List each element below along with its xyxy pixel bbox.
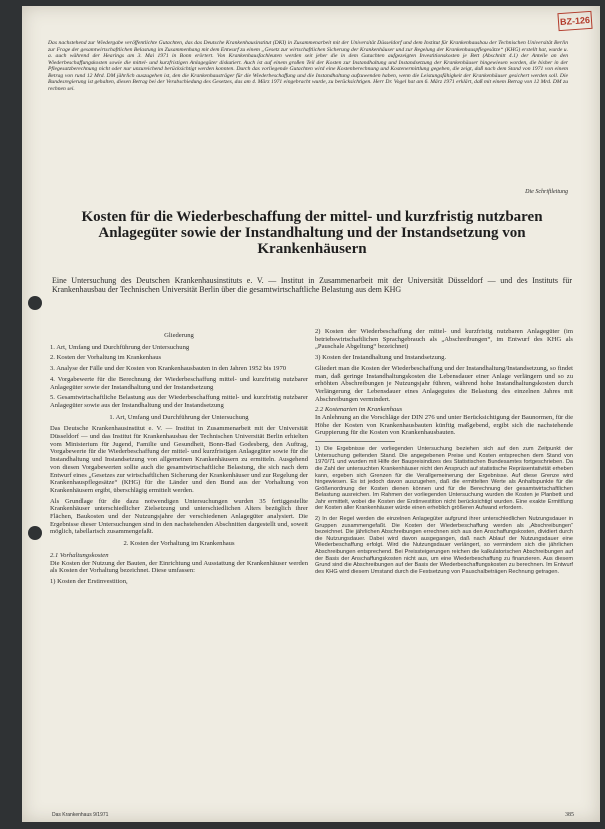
punch-hole bbox=[28, 296, 42, 310]
section-2-1-paragraph: Die Kosten der Nutzung der Bauten, der Einrichtung und Ausstattung der Krankenhäuser werden als Kosten der Vorhaltung bezeichnet. Diese umfassen: bbox=[50, 559, 308, 575]
footnote-divider bbox=[315, 441, 395, 442]
paragraph: Gliedert man die Kosten der Wiederbeschaffung und der Instandhaltung/Instandsetzung, so findet man, daß geringe Instandhaltungskosten die Lebensdauer einer Anlage verlängern und so zu erhöhten Abschreibungen je Nutzungsjahr führen, während hohe Instandhaltungskosten durch Verlängerung der Lebensdauer eines Anlagegutes die Belastung des einzelnen Jahres mit Abschreibungen vermindert. bbox=[315, 364, 573, 403]
editorial-note: Das nachstehend zur Wiedergabe veröffentlichte Gutachten, das das Deutsche Krankenhausinstitut (DKI) in Zusammenarbeit mit der Universität Düsseldorf und dem Institut für Krankenhausbau der Technischen Universität Berlin zur Frage der gesamtwirtschaftlichen Belastung im Zusammenhang mit dem Entwurf zu einem „Gesetz zur wirtschaftlichen Sicherung der Krankenhäuser und zur Regelung der Krankenhauspflegesätze“ (KHG) erstellt hat, wurde u. a. auch während der Hearings am 3. Mai 1971 in Bonn erörtert. Von Krankenhausfachleuten werden seit jeher die in dem Gutachten aufgezeigten Investitionskosten je Bett (Abschnitt 4.1) der Anteile an den Wiederbeschaffungskosten sowie die mittel- und kurzfristigen Anlagegüter diskutiert. Auch ist auf einem großen Teil der Kosten zur Instandhaltung und Instandsetzung der Krankenhäuser hingewiesen worden, die bisher in der Pflegesatzberechnung nicht oder nur unzureichend berücksichtigt werden konnten. Durch das vorliegende Gutachten wird eine Kostenberechnung und Kostenermittlung gegeben, die zeigt, daß nach dem Stand von 1971 von einem Betrag von rund 12 Mrd. DM jährlich auszugehen ist, den die Krankenhausträger für die Wiederbeschaffung und die Instandhaltung aufzuwenden haben, wenn die Leistungsfähigkeit der Krankenhäuser gesichert werden soll. Die Bundesregierung ist gehalten, diesen Betrag bei der Verabschiedung des Gesetzes, das am 4. März 1971 eingebracht wurde, zu berücksichtigen. Herr Dr. Vogel hat am 6. März 1971 erklärt, daß mit einem Betrag von 12 Mrd. DM zu rechnen sei. bbox=[48, 40, 568, 92]
list-item: 3) Kosten der Instandhaltung und Instandsetzung. bbox=[315, 354, 447, 362]
section-2-1-list-item: 1) Kosten der Erstinvestition, bbox=[50, 577, 128, 585]
toc-item: 5. Gesamtwirtschaftliche Belastung aus der Wiederbeschaffung mittel- und kurzfristig nutzbarer Anlagegüter sowie aus der Instandhaltung und der Instandsetzung bbox=[50, 394, 308, 409]
document-page bbox=[22, 6, 600, 822]
footnote: 1) Die Ergebnisse der vorliegenden Untersuchung beziehen sich auf den zum Zeitpunkt der Untersuchung geltenden Stand. Die angegebenen Preise und Kosten entsprechen dem Stand von 1970/71 und wurden mit Hilfe der Baupreisindizes des Statistischen Bundesamtes fortgeschrieben. Da die Zahl der untersuchten Krankenhäuser nicht den Anspruch auf statistische Repräsentativität erheben kann, ergeben sich Grenzen für die Verallgemeinerung der Ergebnisse. Auf diese Grenze wird hingewiesen. Es ist jedoch davon auszugehen, daß die ermittelten Werte als Anhaltspunkte für die Größenordnung der Kosten dienen können und für die Berechnung der gesamtwirtschaftlichen Belastung ausreichen. Im Rahmen der vorliegenden Untersuchung wurden die Kosten je Planbett und Jahr ermittelt, wobei die Kosten der Erstinvestition nicht berücksichtigt wurden. Eine exakte Ermittlung der Kosten aller Krankenhäuser würde einen erheblich größeren Aufwand erfordern. bbox=[315, 446, 573, 512]
toc-heading: Gliederung bbox=[164, 332, 194, 339]
section-2-1-heading: 2.1 Vorhaltungskosten bbox=[50, 551, 109, 559]
section-2-2-paragraph: In Anlehnung an die Vorschläge der DIN 276 und unter Berücksichtigung der Baunormen, für die Höhe der Kosten von Krankenhausbauten künftig maßgebend, ergibt sich die nachstehende Gruppierung für die Kosten von Krankenhausbauten. bbox=[315, 414, 573, 437]
section-2-2-heading: 2.2 Kostenarten im Krankenhaus bbox=[315, 406, 403, 414]
article-title: Kosten für die Wiederbeschaffung der mittel- und kurzfristig nutzbaren Anlagegüter sowie der Instandhaltung und der Instandsetzung von Krankenhäusern bbox=[81, 209, 543, 257]
editorial-signature: Die Schriftleitung bbox=[525, 189, 568, 195]
archive-stamp: BZ-126 bbox=[557, 11, 592, 31]
journal-footer: Das Krankenhaus 9/1971 bbox=[52, 812, 109, 818]
list-item: 2) Kosten der Wiederbeschaffung der mittel- und kurzfristig nutzbaren Anlagegüter (im betriebswirtschaftlichen Sprachgebrauch als „Abschreibungen“, im Entwurf des KHG als „Pauschale Abgeltung“ bezeichnet) bbox=[315, 328, 573, 351]
left-column bbox=[50, 328, 308, 589]
section-1-paragraph: Als Grundlage für die dazu notwendigen Untersuchungen wurden 35 fertiggestellte Krankenhäuser unterschiedlicher Zielsetzung und unterschiedlichen Alters bezüglich ihrer Flächen, Baukosten und der Nutzungsjahre der verschiedenen Anlagegüter analysiert. Die Ergebnisse dieser Untersuchungen sind in den nachstehenden Abschnitten dargestellt und, soweit möglich, tabellarisch zusammengefaßt. bbox=[50, 497, 308, 536]
article-lead: Eine Untersuchung des Deutschen Krankenhausinstituts e. V. — Institut in Zusammenarbeit mit der Universität Düsseldorf — und des Instituts für Krankenhausbau der Technischen Universität Berlin über die gesamtwirtschaftliche Belastung aus dem KHG bbox=[52, 276, 572, 295]
page-number: 385 bbox=[565, 812, 574, 818]
footnote: 2) In der Regel werden die einzelnen Anlagegüter aufgrund ihrer unterschiedlichen Nutzungsdauer in Gruppen zusammengefaßt. Die Kosten der Wiederbeschaffung werden als „Abschreibungen“ bezeichnet. Die jährlichen Abschreibungen errechnen sich aus den Anschaffungskosten, dividiert durch die Nutzungsdauer. Dabei wird davon ausgegangen, daß nach Ablauf der Nutzungsdauer eine Wiederbeschaffung erfolgt. Wird die Nutzungsdauer verlängert, so vermindern sich die jährlichen Abschreibungen entsprechend. Bei Preissteigerungen reichen die kalkulatorischen Abschreibungen auf der Basis der Anschaffungskosten nicht aus, um eine Wiederbeschaffung zu finanzieren. Aus diesem Grund sind die Abschreibungen auf der Basis der Wiederbeschaffungskosten zu berechnen. Im Entwurf des KHG wird diesem Umstand durch die Festsetzung von Pauschalbeträgen Rechnung getragen. bbox=[315, 516, 573, 575]
toc-item: 4. Vorgabewerte für die Berechnung der Wiederbeschaffung mittel- und kurzfristig nutzbarer Anlagegüter sowie der Instandhaltung und der Instandsetzung bbox=[50, 375, 308, 391]
toc-item: 2. Kosten der Vorhaltung im Krankenhaus bbox=[50, 354, 162, 362]
punch-hole bbox=[28, 526, 42, 540]
toc-item: 1. Art, Umfang und Durchführung der Untersuchung bbox=[50, 343, 190, 351]
toc-item: 3. Analyse der Fälle und der Kosten von Krankenhausbauten in den Jahren 1952 bis 1970 bbox=[50, 365, 287, 373]
section-2-heading: 2. Kosten der Vorhaltung im Krankenhaus bbox=[123, 540, 235, 548]
section-1-paragraph: Das Deutsche Krankenhausinstitut e. V. — Institut in Zusammenarbeit mit der Universität Düsseldorf — und das Institut für Krankenhausbau der Technischen Universität Berlin erhielten vom Ministerium für Jugend, Familie und Gesundheit, Bonn-Bad Godesberg, den Auftrag, Vorgabewerte für die Wiederbeschaffung der mittel- und kurzfristigen Anlagegüter sowie für die Instandhaltung und Instandsetzung von allgemeinen Krankenhäusern zu ermitteln. Ausgehend von diesen Vorgabewerten sollte auch die gesamtwirtschaftliche Belastung, die sich nach dem Entwurf eines „Gesetzes zur wirtschaftlichen Sicherung der Krankenhäuser und zur Regelung der Krankenhauspflegesätze“ (KHG) für die Länder und den Bund aus der Vorhaltung von Krankenhäusern ergibt, überschlägig ermittelt werden. bbox=[50, 425, 308, 494]
right-column bbox=[315, 328, 573, 575]
section-1-heading: 1. Art, Umfang und Durchführung der Untersuchung bbox=[109, 413, 249, 421]
